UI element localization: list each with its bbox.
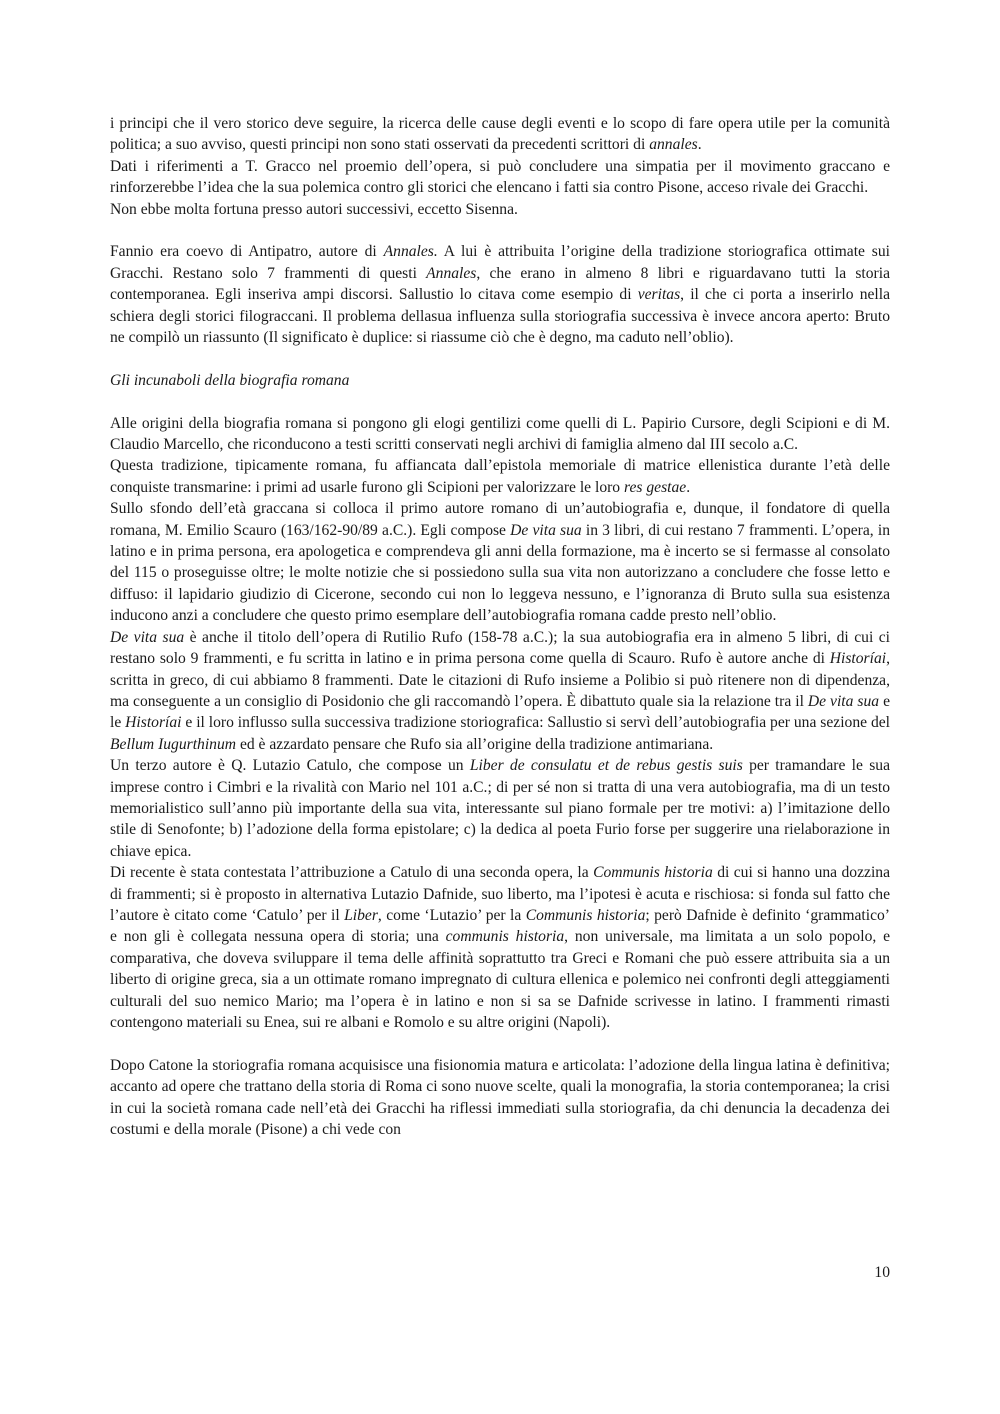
italic-run: Historíai [125,714,182,732]
text-run: Dopo Catone la storiografia romana acquisisce una fisionomia matura e articolata: l’adozione della lingua latina è definitiva; accanto ad opere che trattano della storia di Roma ci sono nuove scelte, quali la monografia, la storia contemporanea; la crisi in cui la società romana cade nell’età dei Gracchi ha riflessi immediati sulla storiografia, da chi denuncia la decadenza dei costumi e della morale (Pisone) a chi vede con [110,1056,890,1139]
text-run: e il loro influsso sulla successiva tradizione storiografica: Sallustio si servì dell’autobiografia per una sezione del [181,714,890,732]
italic-run: annales [649,136,698,154]
text-run: Sullo sfondo dell’età graccana si colloca il primo autore romano di un’autobiografia e, dunque, il fondatore di quella romana, M. Emilio Scauro (163/162-90/89 a.C.). Egli compose [110,500,890,539]
paragraph [110,862,890,1033]
paragraph-spacer [110,220,890,241]
text-run: Fannio era coevo di Antipatro, autore di [110,243,384,261]
text-run: ; però Dafnide è definito ‘grammatico’ e non gli è collegata nessuna opera di storia; una [110,906,891,946]
paragraph [110,627,890,755]
text-run: , scritta in greco, di cui abbiamo 8 frammenti. Date le citazioni di Rufo insieme a Polibio si può ritenere non di dipendenza, ma conseguente a un consiglio di Posidonio che gli raccomandò l’opera. È dibattuto quale sia la relazione tra il [110,650,890,710]
italic-run: communis historia [445,928,565,946]
text-run: . [686,478,691,496]
text-run: i principi che il vero storico deve seguire, la ricerca delle cause degli eventi e lo scopo di fare opera utile per la comunità politica; a suo avviso, questi principi non sono stati osservati da precedenti scrittori di [110,115,890,154]
italic-run: res gestae [624,478,687,496]
text-run: . [697,136,702,154]
page-number: 10 [874,1264,890,1281]
italic-run: Communis historia [593,864,713,882]
text-run: e le [110,692,890,732]
text-run: Un terzo autore è Q. Lutazio Catulo, che compose un [110,757,470,775]
paragraph [110,241,890,348]
paragraph [110,455,890,498]
text-run: in 3 libri, di cui restano 7 frammenti. L’opera, in latino e in prima persona, era apologetica e comprendeva gli anni della formazione, ma è incerto se si fermasse al consolato del 115 o proseguisse oltre; le molte notizie che si possiedono sulla sua vita non autorizzano a concludere che fosse letto e diffuso: il lapidario giudizio di Cicerone, secondo cui non lo leggeva nessuno, e l’ignoranza di Bruto sulla sua esistenza inducono anzi a concludere che questo primo esemplare dell’autobiografia romana cadde presto nell’oblio. [110,521,890,625]
text-run: è anche il titolo dell’opera di Rutilio Rufo (158-78 a.C.); la sua autobiografia era in almeno 5 libri, di cui ci restano solo 9 frammenti, e fu scritta in latino e in prima persona come quella di Scauro. Rufo è autore anche di [110,628,891,668]
italic-run: Liber [344,906,378,924]
italic-run: Bellum Iugurthinum [110,735,237,753]
text-run: Di recente è stata contestata l’attribuzione a Catulo di una seconda opera, la [110,864,594,882]
text-run: ed è azzardato pensare che Rufo sia all’origine della tradizione antimariana. [236,735,714,753]
text-run: , che erano in almeno 8 libri e riguardavano tutti la storia contemporanea. Egli inseriva ampi discorsi. Sallustio lo citava come esempio di [110,264,890,304]
text-run: , non universale, ma limitata a un solo popolo, e comparativa, che doveva sviluppare il tema delle affinità soprattutto tra Greci e Romani che può essere attribuita sia a un liberto di origine greca, sia a un ottimate romano impregnato di cultura ellenica e polemico nei confronti degli atteggiamenti culturali del suo nemico Mario; ma l’opera è in latino e non si sa se Dafnide scrivesse in latino. I frammenti rimasti contengono materiali su Enea, sui re albani e Romolo e su altre origini (Napoli). [110,928,890,1032]
paragraph-spacer [110,391,890,412]
paragraph [110,199,890,220]
text-run: , come ‘Lutazio’ per la [377,906,526,924]
paragraph [110,413,890,456]
italic-run: De vita sua [110,628,185,646]
italic-run: Gli incunaboli della biografia romana [110,371,350,389]
italic-run: De vita sua [807,692,880,710]
italic-run: Annales [426,264,477,282]
text-run: , il che ci porta a inserirlo nella schiera degli storici filograccani. Il problema dellasua influenza sulla storiografia successiva è invece ancora aperto: Bruto ne compilò un riassunto (Il significato è duplice: si riassume ciò che è degno, ma caduto nell’oblio). [110,286,890,347]
text-run: Alle origini della biografia romana si pongono gli elogi gentilizi come quelli di L. Papirio Cursore, degli Scipioni e di M. Claudio Marcello, che riconducono a testi scritti conservati negli archivi di famiglia almeno dal III secolo a.C. [110,414,890,454]
text-run: Questa tradizione, tipicamente romana, fu affiancata dall’epistola memoriale di matrice ellenistica durante l’età delle conquiste transmarine: i primi ad usarle furono gli Scipioni per valorizzare le loro [110,457,890,496]
section-heading [110,370,890,391]
italic-run: Annales. [383,243,438,261]
text-run: Non ebbe molta fortuna presso autori successivi, eccetto Sisenna. [110,200,518,218]
italic-run: Communis historia [525,906,646,924]
paragraph-spacer [110,1033,890,1054]
paragraph [110,1055,890,1141]
paragraph [110,113,890,156]
italic-run: De vita sua [510,521,582,539]
text-run: Dati i riferimenti a T. Gracco nel proemio dell’opera, si può concludere una simpatia per il movimento graccano e rinforzerebbe l’idea che la sua polemica contro gli storici che elencano i fatti sia contro Pisone, acceso rivale dei Gracchi. [110,157,890,197]
italic-run: veritas [637,286,681,304]
text-run: per tramandare le sua imprese contro i Cimbri e la rivalità con Mario nel 101 a.C.; di per sé non si tratta di una vera autobiografia, ma di un testo memorialistico sull’anno più importante della sua vita, interessante sul piano formale per tre motivi: a) l’imitazione dello stile di Senofonte; b) l’adozione della forma epistolare; c) la dedica al poeta Furio forse per suggerire una rielaborazione in chiave epica. [110,757,890,860]
paragraph-spacer [110,348,890,369]
paragraph [110,755,890,862]
paragraph [110,498,890,626]
italic-run: Liber de consulatu et de rebus gestis suis [469,757,743,775]
text-run: A lui è attribuita l’origine della tradizione storiografica ottimate sui Gracchi. Restano solo 7 frammenti di questi [110,243,890,282]
italic-run: Historíai [829,650,887,668]
paragraph [110,156,890,199]
text-run: di cui si hanno una dozzina di frammenti; si è proposto in alternativa Lutazio Dafnide, suo liberto, ma l’ipotesi è acuta e rischiosa: si fonda sul fatto che l’autore è citato come ‘Catulo’ per il [110,864,890,924]
document-page [110,113,890,1140]
